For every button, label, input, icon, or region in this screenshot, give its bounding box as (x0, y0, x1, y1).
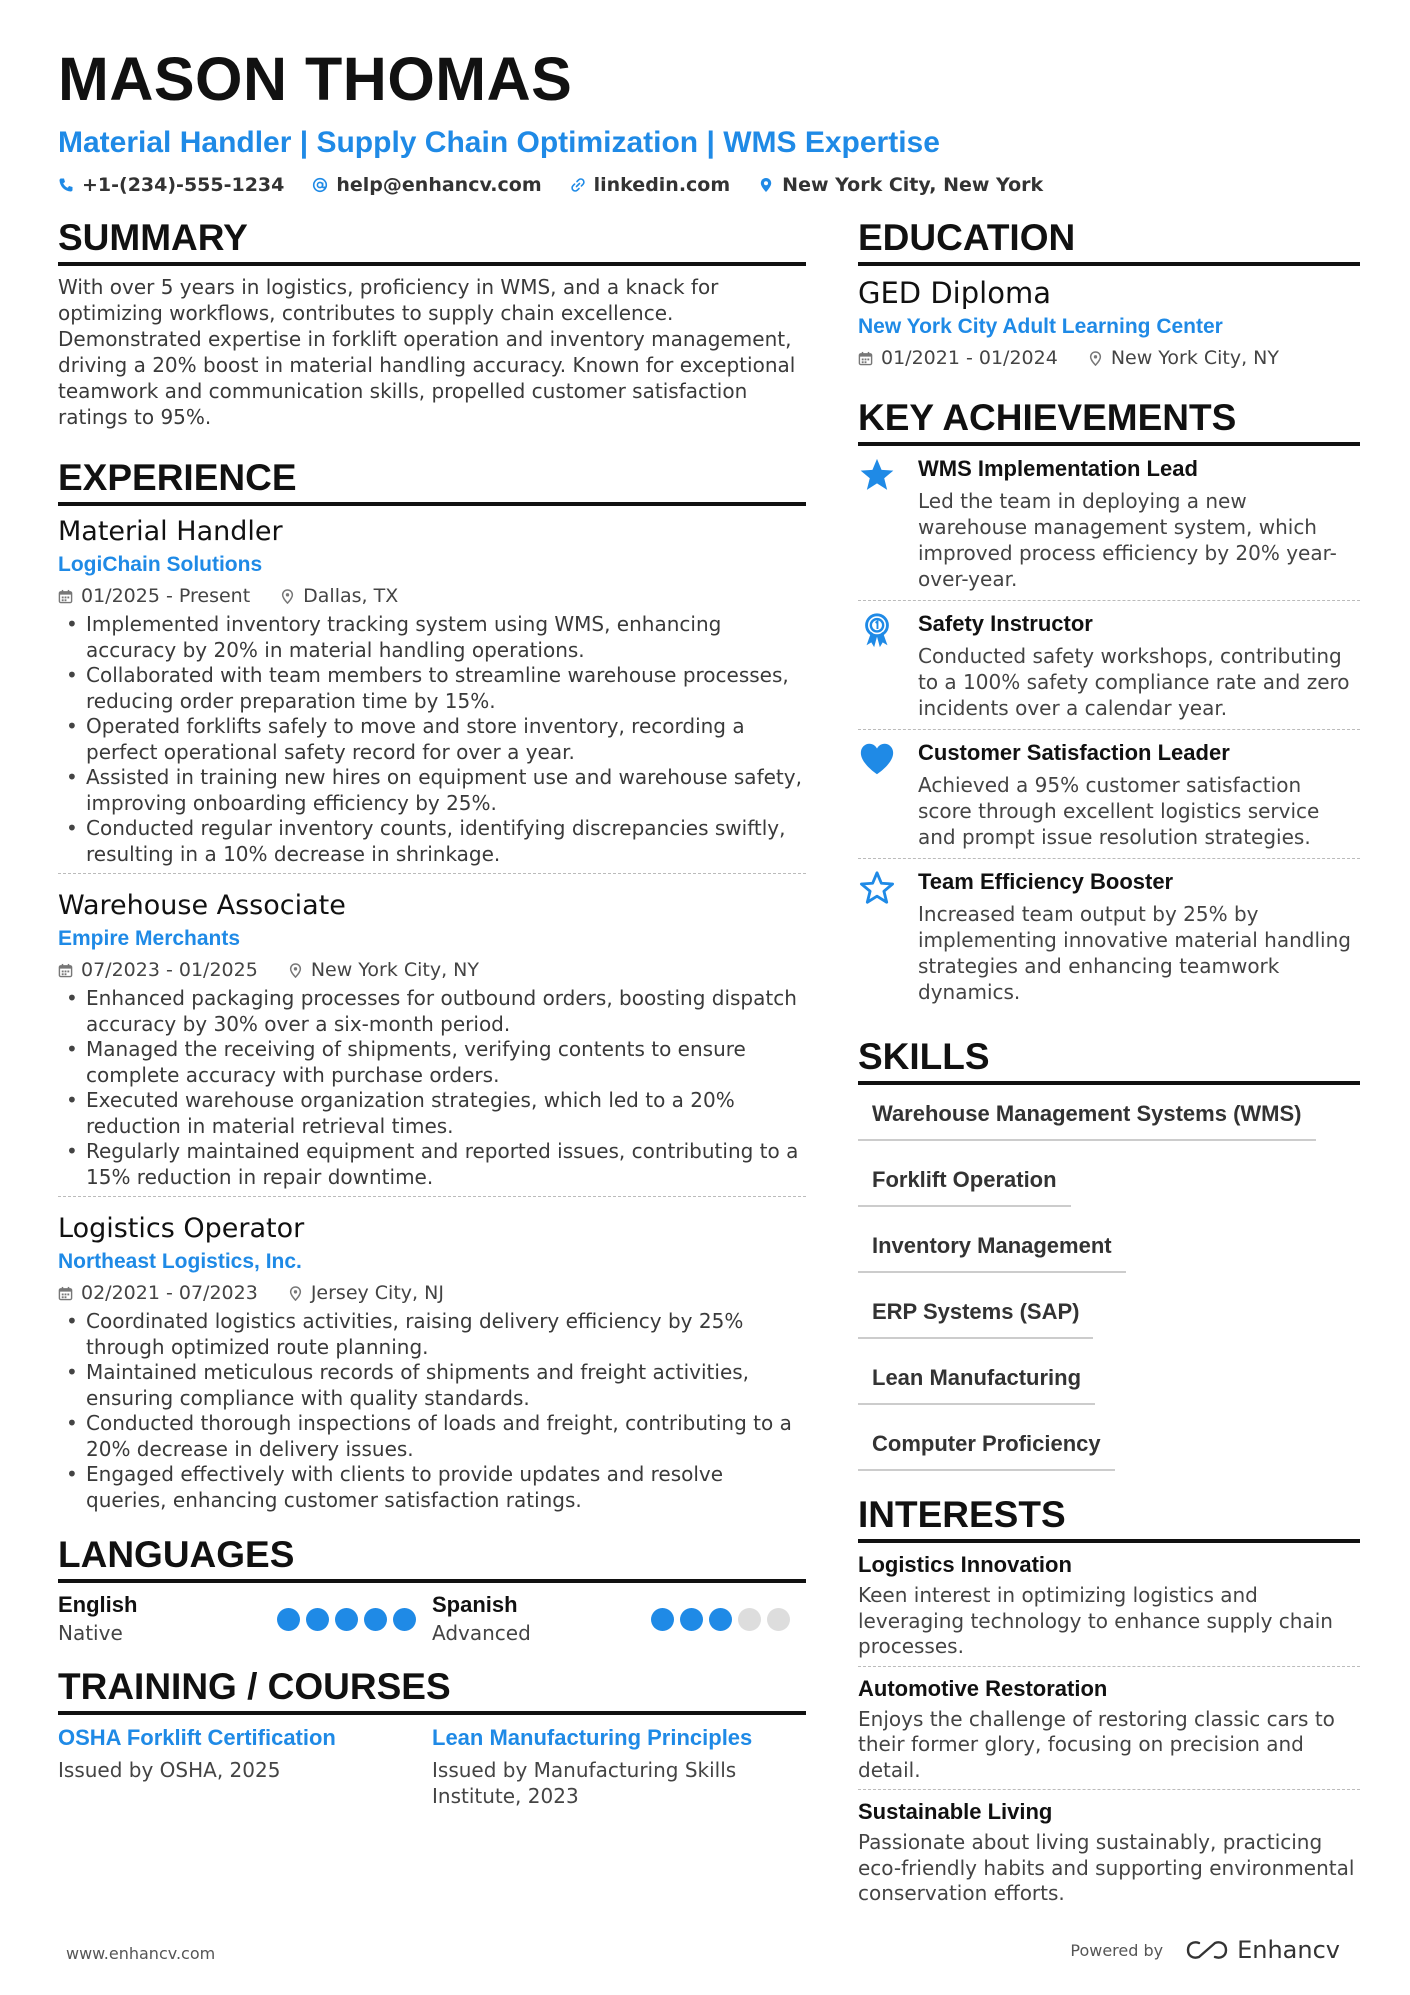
interest-title: Logistics Innovation (858, 1552, 1072, 1577)
achievement-item (858, 601, 1360, 730)
course-title: OSHA Forklift Certification (58, 1725, 336, 1750)
education-dates (858, 344, 1058, 372)
job-dates (58, 1279, 258, 1307)
calendar-icon (58, 1286, 73, 1301)
footer-branding (1070, 1936, 1340, 1964)
achievement-desc: Achieved a 95% customer satisfaction score through excellent logistics service and prompt issue resolution strategies. (918, 773, 1320, 849)
linkedin-text: linkedin.com (593, 174, 731, 196)
bullet-item: • Conducted regular inventory counts, identifying discrepancies swiftly, resulting in a 10% decrease in shrinkage. (58, 816, 806, 867)
achievement-desc: Conducted safety workshops, contributing to a 100% safety compliance rate and zero incidents over a calendar year. (918, 644, 1350, 720)
job-dates-text: 07/2023 - 01/2025 (81, 959, 258, 981)
language-name: Spanish (432, 1592, 518, 1617)
job-meta (58, 582, 806, 610)
bullet-item: • Executed warehouse organization strategies, which led to a 20% reduction in material retrieval times. (58, 1088, 806, 1139)
education-meta (858, 344, 1360, 372)
achievements-section (858, 396, 1360, 1013)
rating-dot-empty (738, 1608, 761, 1631)
language-level: Advanced (432, 1621, 531, 1645)
skills-section (858, 1035, 1360, 1471)
heart-icon (858, 738, 898, 850)
job-dates-text: 01/2025 - Present (81, 585, 251, 607)
language-item (58, 1591, 432, 1647)
headline: Material Handler | Supply Chain Optimization | WMS Expertise (58, 126, 940, 159)
bullet-item: • Collaborated with team members to streamline warehouse processes, reducing order preparation time by 15%. (58, 663, 806, 714)
section-title-education: EDUCATION (858, 216, 1360, 266)
bullet-item: • Engaged effectively with clients to provide updates and resolve queries, enhancing customer satisfaction ratings. (58, 1462, 806, 1513)
bullet-item: • Coordinated logistics activities, raising delivery efficiency by 25% through optimized route planning. (58, 1309, 806, 1360)
job-entry (58, 1196, 806, 1519)
language-name: English (58, 1592, 138, 1617)
interest-item (858, 1543, 1360, 1667)
language-item (432, 1591, 806, 1647)
section-title-summary: SUMMARY (58, 216, 806, 266)
job-bullets (58, 986, 806, 1190)
job-title: Logistics Operator (58, 1213, 305, 1244)
language-level: Native (58, 1621, 123, 1645)
achievement-desc: Led the team in deploying a new warehouse management system, which improved process efficiency by 20% year-over-year. (918, 489, 1337, 591)
contact-location (758, 174, 1043, 196)
at-icon (312, 177, 328, 193)
location-text: New York City, New York (782, 174, 1044, 196)
degree: GED Diploma (858, 276, 1051, 310)
summary-section (58, 216, 806, 430)
interest-desc: Keen interest in optimizing logistics and leveraging technology to enhance supply chain processes. (858, 1583, 1333, 1658)
achievement-title: Team Efficiency Booster (918, 869, 1174, 894)
company-name: Empire Merchants (58, 927, 241, 950)
award-ribbon-icon (858, 609, 898, 721)
contact-bar (58, 174, 1358, 196)
location-pin-icon (280, 589, 295, 604)
interest-title: Automotive Restoration (858, 1675, 1108, 1701)
enhancv-logo-icon (1185, 1939, 1229, 1961)
job-title: Material Handler (58, 516, 283, 547)
rating-dot-filled (393, 1608, 416, 1631)
skill-tag: Inventory Management (858, 1223, 1126, 1273)
job-dates (58, 956, 258, 984)
candidate-name: MASON THOMAS (58, 45, 573, 113)
calendar-icon (58, 963, 73, 978)
location-pin-icon (1088, 351, 1103, 366)
left-column (58, 216, 806, 1809)
company-name: LogiChain Solutions (58, 553, 263, 576)
star-icon (858, 454, 898, 592)
skill-tag: Warehouse Management Systems (WMS) (858, 1091, 1316, 1141)
footer-website[interactable]: www.enhancv.com (66, 1944, 216, 1963)
phone-icon (58, 177, 74, 193)
bullet-item: • Assisted in training new hires on equipment use and warehouse safety, improving onboarding efficiency by 25%. (58, 765, 806, 816)
bullet-item: • Operated forklifts safely to move and store inventory, recording a perfect operational safety record for over a year. (58, 714, 806, 765)
interest-desc: Passionate about living sustainably, practicing eco-friendly habits and supporting environmental conservation efforts. (858, 1830, 1355, 1905)
section-title-languages: LANGUAGES (58, 1533, 806, 1583)
language-rating (651, 1591, 790, 1647)
achievement-title: WMS Implementation Lead (918, 456, 1198, 481)
powered-by-label: Powered by (1070, 1940, 1164, 1960)
rating-dot-filled (364, 1608, 387, 1631)
contact-email[interactable] (312, 174, 541, 196)
right-column (858, 216, 1360, 1913)
skill-tag: Forklift Operation (858, 1157, 1071, 1207)
course-item (432, 1723, 806, 1809)
job-location-text: New York City, NY (310, 959, 479, 981)
summary-text: With over 5 years in logistics, proficiency in WMS, and a knack for optimizing workflows, contributes to supply chain excellence. Demonstrated expertise in forklift operation and inventory management, driving a 20% boost in material handling accuracy. Known for exceptional teamwork and communication skills, propelled customer satisfaction ratings to 95%. (58, 275, 796, 429)
company-name: Northeast Logistics, Inc. (58, 1250, 302, 1273)
interest-item (858, 1667, 1360, 1791)
course-title: Lean Manufacturing Principles (432, 1725, 753, 1750)
education-section (858, 216, 1360, 372)
bullet-item: • Enhanced packaging processes for outbound orders, boosting dispatch accuracy by 30% over a six-month period. (58, 986, 806, 1037)
course-item (58, 1723, 432, 1809)
achievement-desc: Increased team output by 25% by implementing innovative material handling strategies and enhancing teamwork dynamics. (918, 902, 1351, 1004)
experience-section (58, 456, 806, 1519)
job-entry (58, 873, 806, 1196)
bullet-item: • Managed the receiving of shipments, verifying contents to ensure complete accuracy with purchase orders. (58, 1037, 806, 1088)
calendar-icon (858, 351, 873, 366)
section-title-interests: INTERESTS (858, 1493, 1360, 1543)
education-location-text: New York City, NY (1110, 347, 1279, 369)
skills-list (858, 1091, 1360, 1471)
skill-tag: Lean Manufacturing (858, 1355, 1095, 1405)
achievement-item (858, 730, 1360, 859)
languages-section (58, 1533, 806, 1647)
bullet-item: • Maintained meticulous records of shipments and freight activities, ensuring compliance with quality standards. (58, 1360, 806, 1411)
section-title-achievements: KEY ACHIEVEMENTS (858, 396, 1360, 446)
job-location (288, 1279, 444, 1307)
job-meta (58, 1279, 806, 1307)
interest-desc: Enjoys the challenge of restoring classic cars to their former glory, focusing on precision and detail. (858, 1706, 1335, 1782)
interest-title: Sustainable Living (858, 1799, 1053, 1824)
phone-text: +1-(234)-555-1234 (82, 174, 285, 196)
skill-tag: Computer Proficiency (858, 1421, 1115, 1471)
interest-item (858, 1790, 1360, 1913)
contact-phone[interactable] (58, 174, 284, 196)
brand-logo[interactable] (1185, 1936, 1340, 1964)
section-title-skills: SKILLS (858, 1035, 1360, 1085)
bullet-item: • Regularly maintained equipment and reported issues, contributing to a 15% reduction in repair downtime. (58, 1139, 806, 1190)
section-title-training: TRAINING / COURSES (58, 1665, 806, 1715)
job-location-text: Dallas, TX (303, 585, 399, 607)
job-location (288, 956, 479, 984)
contact-linkedin[interactable] (570, 174, 731, 196)
achievement-item (858, 859, 1360, 1013)
achievement-item (858, 446, 1360, 601)
location-pin-icon (288, 963, 303, 978)
job-dates-text: 02/2021 - 07/2023 (81, 1282, 258, 1304)
link-icon (570, 177, 586, 193)
star-outline-icon (858, 867, 898, 1005)
languages-list (58, 1591, 806, 1647)
achievement-title: Customer Satisfaction Leader (918, 740, 1230, 765)
education-dates-text: 01/2021 - 01/2024 (881, 347, 1058, 369)
job-location-text: Jersey City, NJ (310, 1282, 444, 1304)
interests-section (858, 1493, 1360, 1913)
job-location (280, 582, 398, 610)
rating-dot-filled (709, 1608, 732, 1631)
courses-list (58, 1723, 806, 1809)
bullet-item: • Conducted thorough inspections of loads and freight, contributing to a 20% decrease in delivery issues. (58, 1411, 806, 1462)
calendar-icon (58, 589, 73, 604)
bullet-item: • Implemented inventory tracking system using WMS, enhancing accuracy by 20% in material handling operations. (58, 612, 806, 663)
job-dates (58, 582, 250, 610)
training-section (58, 1665, 806, 1809)
rating-dot-filled (335, 1608, 358, 1631)
rating-dot-filled (651, 1608, 674, 1631)
location-pin-icon (758, 177, 774, 193)
job-entry (58, 514, 806, 873)
resume-header (58, 42, 1358, 196)
section-title-experience: EXPERIENCE (58, 456, 806, 506)
skill-tag: ERP Systems (SAP) (858, 1289, 1093, 1339)
course-issuer: Issued by Manufacturing Skills Institute, 2023 (432, 1758, 737, 1808)
rating-dot-filled (680, 1608, 703, 1631)
job-title: Warehouse Associate (58, 890, 346, 921)
rating-dot-filled (277, 1608, 300, 1631)
education-location (1088, 344, 1279, 372)
school-name: New York City Adult Learning Center (858, 315, 1223, 338)
location-pin-icon (288, 1286, 303, 1301)
language-rating (277, 1591, 416, 1647)
job-meta (58, 956, 806, 984)
rating-dot-empty (767, 1608, 790, 1631)
rating-dot-filled (306, 1608, 329, 1631)
job-bullets (58, 1309, 806, 1513)
course-issuer: Issued by OSHA, 2025 (58, 1758, 281, 1782)
email-text: help@enhancv.com (336, 174, 542, 196)
achievement-title: Safety Instructor (918, 611, 1093, 636)
job-bullets (58, 612, 806, 867)
brand-name: Enhancv (1237, 1936, 1340, 1964)
